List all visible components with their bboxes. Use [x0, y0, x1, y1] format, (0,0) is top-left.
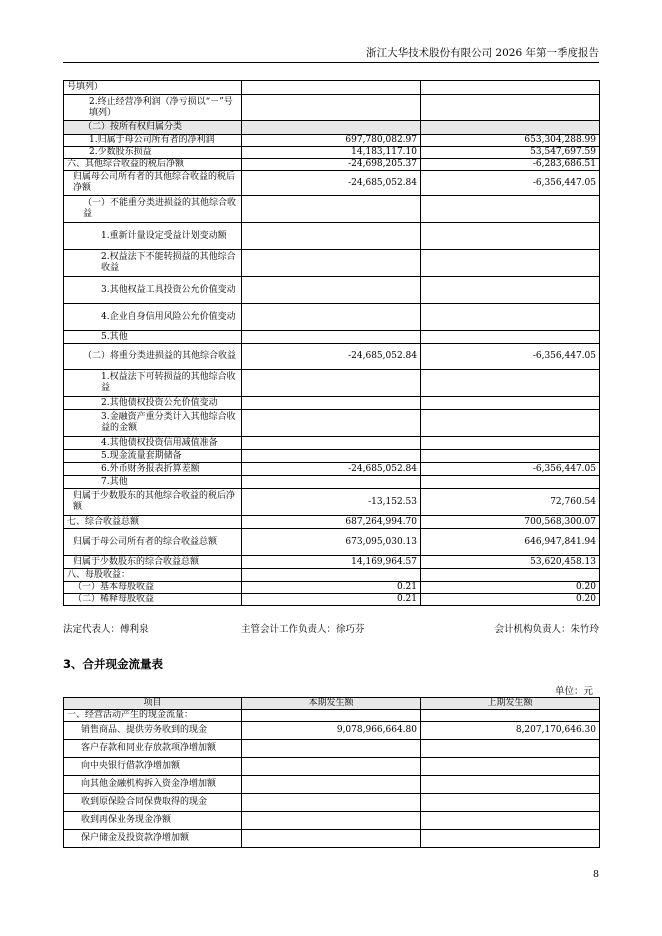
column-header-item: 项目 [64, 698, 242, 710]
table-row [64, 776, 600, 794]
table-row [64, 516, 600, 529]
table-row [64, 250, 600, 277]
column-header-current: 本期发生额 [242, 698, 421, 710]
current-period-value: 0.21 [242, 582, 421, 594]
previous-period-value [421, 794, 600, 812]
row-label: 七、综合收益总额 [64, 516, 242, 529]
previous-period-value: 653,304,288.99 [421, 135, 600, 147]
accounting-head: 主管会计工作负责人：徐巧芬 [241, 624, 365, 635]
header-rule [63, 62, 599, 63]
table-row [64, 476, 600, 489]
row-label: 1.重新计量设定受益计划变动额 [64, 223, 242, 250]
current-period-value [242, 250, 421, 277]
table-row [64, 830, 600, 848]
table-row [64, 529, 600, 556]
previous-period-value: 700,568,300.07 [421, 516, 600, 529]
previous-period-value: 53,547,697.59 [421, 147, 600, 159]
previous-period-value [421, 304, 600, 331]
previous-period-value: -6,283,686.51 [421, 159, 600, 171]
previous-period-value: 53,620,458.13 [421, 556, 600, 569]
table-row [64, 121, 600, 135]
cash-flow-table [63, 697, 600, 848]
current-period-value: -13,152.53 [242, 489, 421, 516]
previous-period-value [421, 121, 600, 135]
current-period-value [242, 830, 421, 848]
previous-period-value [421, 223, 600, 250]
table-row [64, 223, 600, 250]
column-header-previous: 上期发生额 [421, 698, 600, 710]
previous-period-value: -6,356,447.05 [421, 171, 600, 196]
table-row [64, 740, 600, 758]
previous-period-value [421, 250, 600, 277]
current-period-value [242, 437, 421, 450]
row-label: 号填列） [64, 81, 242, 95]
current-period-value [242, 196, 421, 223]
table-row [64, 410, 600, 437]
row-label: 3.金融资产重分类计入其他综合收益的金额 [64, 410, 242, 437]
previous-period-value [421, 81, 600, 95]
row-label: 销售商品、提供劳务收到的现金 [64, 722, 242, 740]
previous-period-value [421, 95, 600, 121]
row-label: （二）将重分类进损益的其他综合收益 [64, 344, 242, 370]
table-row [64, 159, 600, 171]
table-row [64, 489, 600, 516]
row-label: 客户存款和同业存放款项净增加额 [64, 740, 242, 758]
table-row [64, 95, 600, 121]
current-period-value: 9,078,966,664.80 [242, 722, 421, 740]
current-period-value [242, 81, 421, 95]
row-label: 1.权益法下可转损益的其他综合收益 [64, 370, 242, 397]
table-row [64, 758, 600, 776]
table-row [64, 556, 600, 569]
previous-period-value [421, 397, 600, 410]
row-label: 八、每股收益： [64, 569, 242, 582]
current-period-value: 14,183,117.10 [242, 147, 421, 159]
table-row [64, 794, 600, 812]
current-period-value [242, 223, 421, 250]
table-row [64, 812, 600, 830]
current-period-value [242, 410, 421, 437]
current-period-value: -24,698,205.37 [242, 159, 421, 171]
row-label: （一）不能重分类进损益的其他综合收益 [64, 196, 242, 223]
row-label: 2.终止经营净利润（净亏损以“－”号填列） [64, 95, 242, 121]
current-period-value [242, 304, 421, 331]
row-label: 向中央银行借款净增加额 [64, 758, 242, 776]
table-row [64, 594, 600, 606]
signature-line [63, 621, 599, 635]
table-row [64, 331, 600, 344]
row-label: 归属于少数股东的其他综合收益的税后净额 [64, 489, 242, 516]
row-label: 2.其他债权投资公允价值变动 [64, 397, 242, 410]
current-period-value [242, 569, 421, 582]
accounting-org-head: 会计机构负责人：朱竹玲 [494, 624, 599, 635]
table-row [64, 277, 600, 304]
current-period-value [242, 776, 421, 794]
current-period-value [242, 277, 421, 304]
current-period-value: 687,264,994.70 [242, 516, 421, 529]
row-label: 2.少数股东损益 [64, 147, 242, 159]
previous-period-value [421, 450, 600, 463]
table-row [64, 437, 600, 450]
table-header-row [64, 698, 600, 710]
row-label: 5.其他 [64, 331, 242, 344]
current-period-value: 0.21 [242, 594, 421, 606]
table-row [64, 171, 600, 196]
table-row [64, 463, 600, 476]
current-period-value: -24,685,052.84 [242, 463, 421, 476]
previous-period-value [421, 758, 600, 776]
current-period-value: 14,169,964.57 [242, 556, 421, 569]
report-header: 浙江大华技术股份有限公司 2026 年第一季度报告 [366, 47, 599, 59]
row-label: 4.企业自身信用风险公允价值变动 [64, 304, 242, 331]
previous-period-value [421, 476, 600, 489]
previous-period-value [421, 710, 600, 722]
row-label: 7.其他 [64, 476, 242, 489]
table-row [64, 304, 600, 331]
table-row [64, 397, 600, 410]
current-period-value [242, 95, 421, 121]
row-label: 1.归属于母公司所有者的净利润 [64, 135, 242, 147]
row-label: （一）基本每股收益 [64, 582, 242, 594]
row-label: 一、经营活动产生的现金流量： [64, 710, 242, 722]
previous-period-value: 0.20 [421, 582, 600, 594]
previous-period-value [421, 196, 600, 223]
current-period-value [242, 476, 421, 489]
row-label: （二）稀释每股收益 [64, 594, 242, 606]
current-period-value [242, 794, 421, 812]
row-label: 归属母公司所有者的其他综合收益的税后净额 [64, 171, 242, 196]
row-label: 收到原保险合同保费取得的现金 [64, 794, 242, 812]
current-period-value: 673,095,030.13 [242, 529, 421, 556]
unit-label: 单位：元 [554, 686, 593, 697]
previous-period-value [421, 812, 600, 830]
row-label: 6.外币财务报表折算差额 [64, 463, 242, 476]
previous-period-value [421, 437, 600, 450]
previous-period-value [421, 740, 600, 758]
table-row [64, 147, 600, 159]
table-row [64, 135, 600, 147]
previous-period-value [421, 410, 600, 437]
previous-period-value: 0.20 [421, 594, 600, 606]
previous-period-value: 72,760.54 [421, 489, 600, 516]
previous-period-value [421, 569, 600, 582]
row-label: 六、其他综合收益的税后净额 [64, 159, 242, 171]
current-period-value [242, 397, 421, 410]
row-label: 归属于母公司所有者的综合收益总额 [64, 529, 242, 556]
previous-period-value [421, 331, 600, 344]
row-label: 向其他金融机构拆入资金净增加额 [64, 776, 242, 794]
table-row [64, 196, 600, 223]
table-row [64, 344, 600, 370]
table-row [64, 450, 600, 463]
row-label: 保户储金及投资款净增加额 [64, 830, 242, 848]
section-title: 3、合并现金流量表 [63, 657, 164, 671]
previous-period-value: -6,356,447.05 [421, 463, 600, 476]
row-label: 5.现金流量套期储备 [64, 450, 242, 463]
page-number: 8 [592, 869, 599, 880]
row-label: 归属于少数股东的综合收益总额 [64, 556, 242, 569]
current-period-value [242, 812, 421, 830]
row-label: 2.权益法下不能转损益的其他综合收益 [64, 250, 242, 277]
table-row [64, 81, 600, 95]
current-period-value [242, 450, 421, 463]
current-period-value: -24,685,052.84 [242, 171, 421, 196]
previous-period-value: 8,207,170,646.30 [421, 722, 600, 740]
previous-period-value: 646,947,841.94 [421, 529, 600, 556]
row-label: 收到再保业务现金净额 [64, 812, 242, 830]
table-row [64, 370, 600, 397]
previous-period-value [421, 277, 600, 304]
current-period-value [242, 740, 421, 758]
row-label: 4.其他债权投资信用减值准备 [64, 437, 242, 450]
previous-period-value [421, 776, 600, 794]
table-row [64, 722, 600, 740]
current-period-value: -24,685,052.84 [242, 344, 421, 370]
table-row [64, 569, 600, 582]
current-period-value [242, 710, 421, 722]
current-period-value [242, 331, 421, 344]
current-period-value [242, 370, 421, 397]
income-statement-table [63, 80, 600, 606]
table-row [64, 582, 600, 594]
previous-period-value: -6,356,447.05 [421, 344, 600, 370]
current-period-value [242, 758, 421, 776]
table-row [64, 710, 600, 722]
current-period-value: 697,780,082.97 [242, 135, 421, 147]
current-period-value [242, 121, 421, 135]
previous-period-value [421, 830, 600, 848]
row-label: 3.其他权益工具投资公允价值变动 [64, 277, 242, 304]
previous-period-value [421, 370, 600, 397]
legal-representative: 法定代表人：傅利泉 [63, 624, 149, 635]
row-label: （二）按所有权归属分类 [64, 121, 242, 135]
